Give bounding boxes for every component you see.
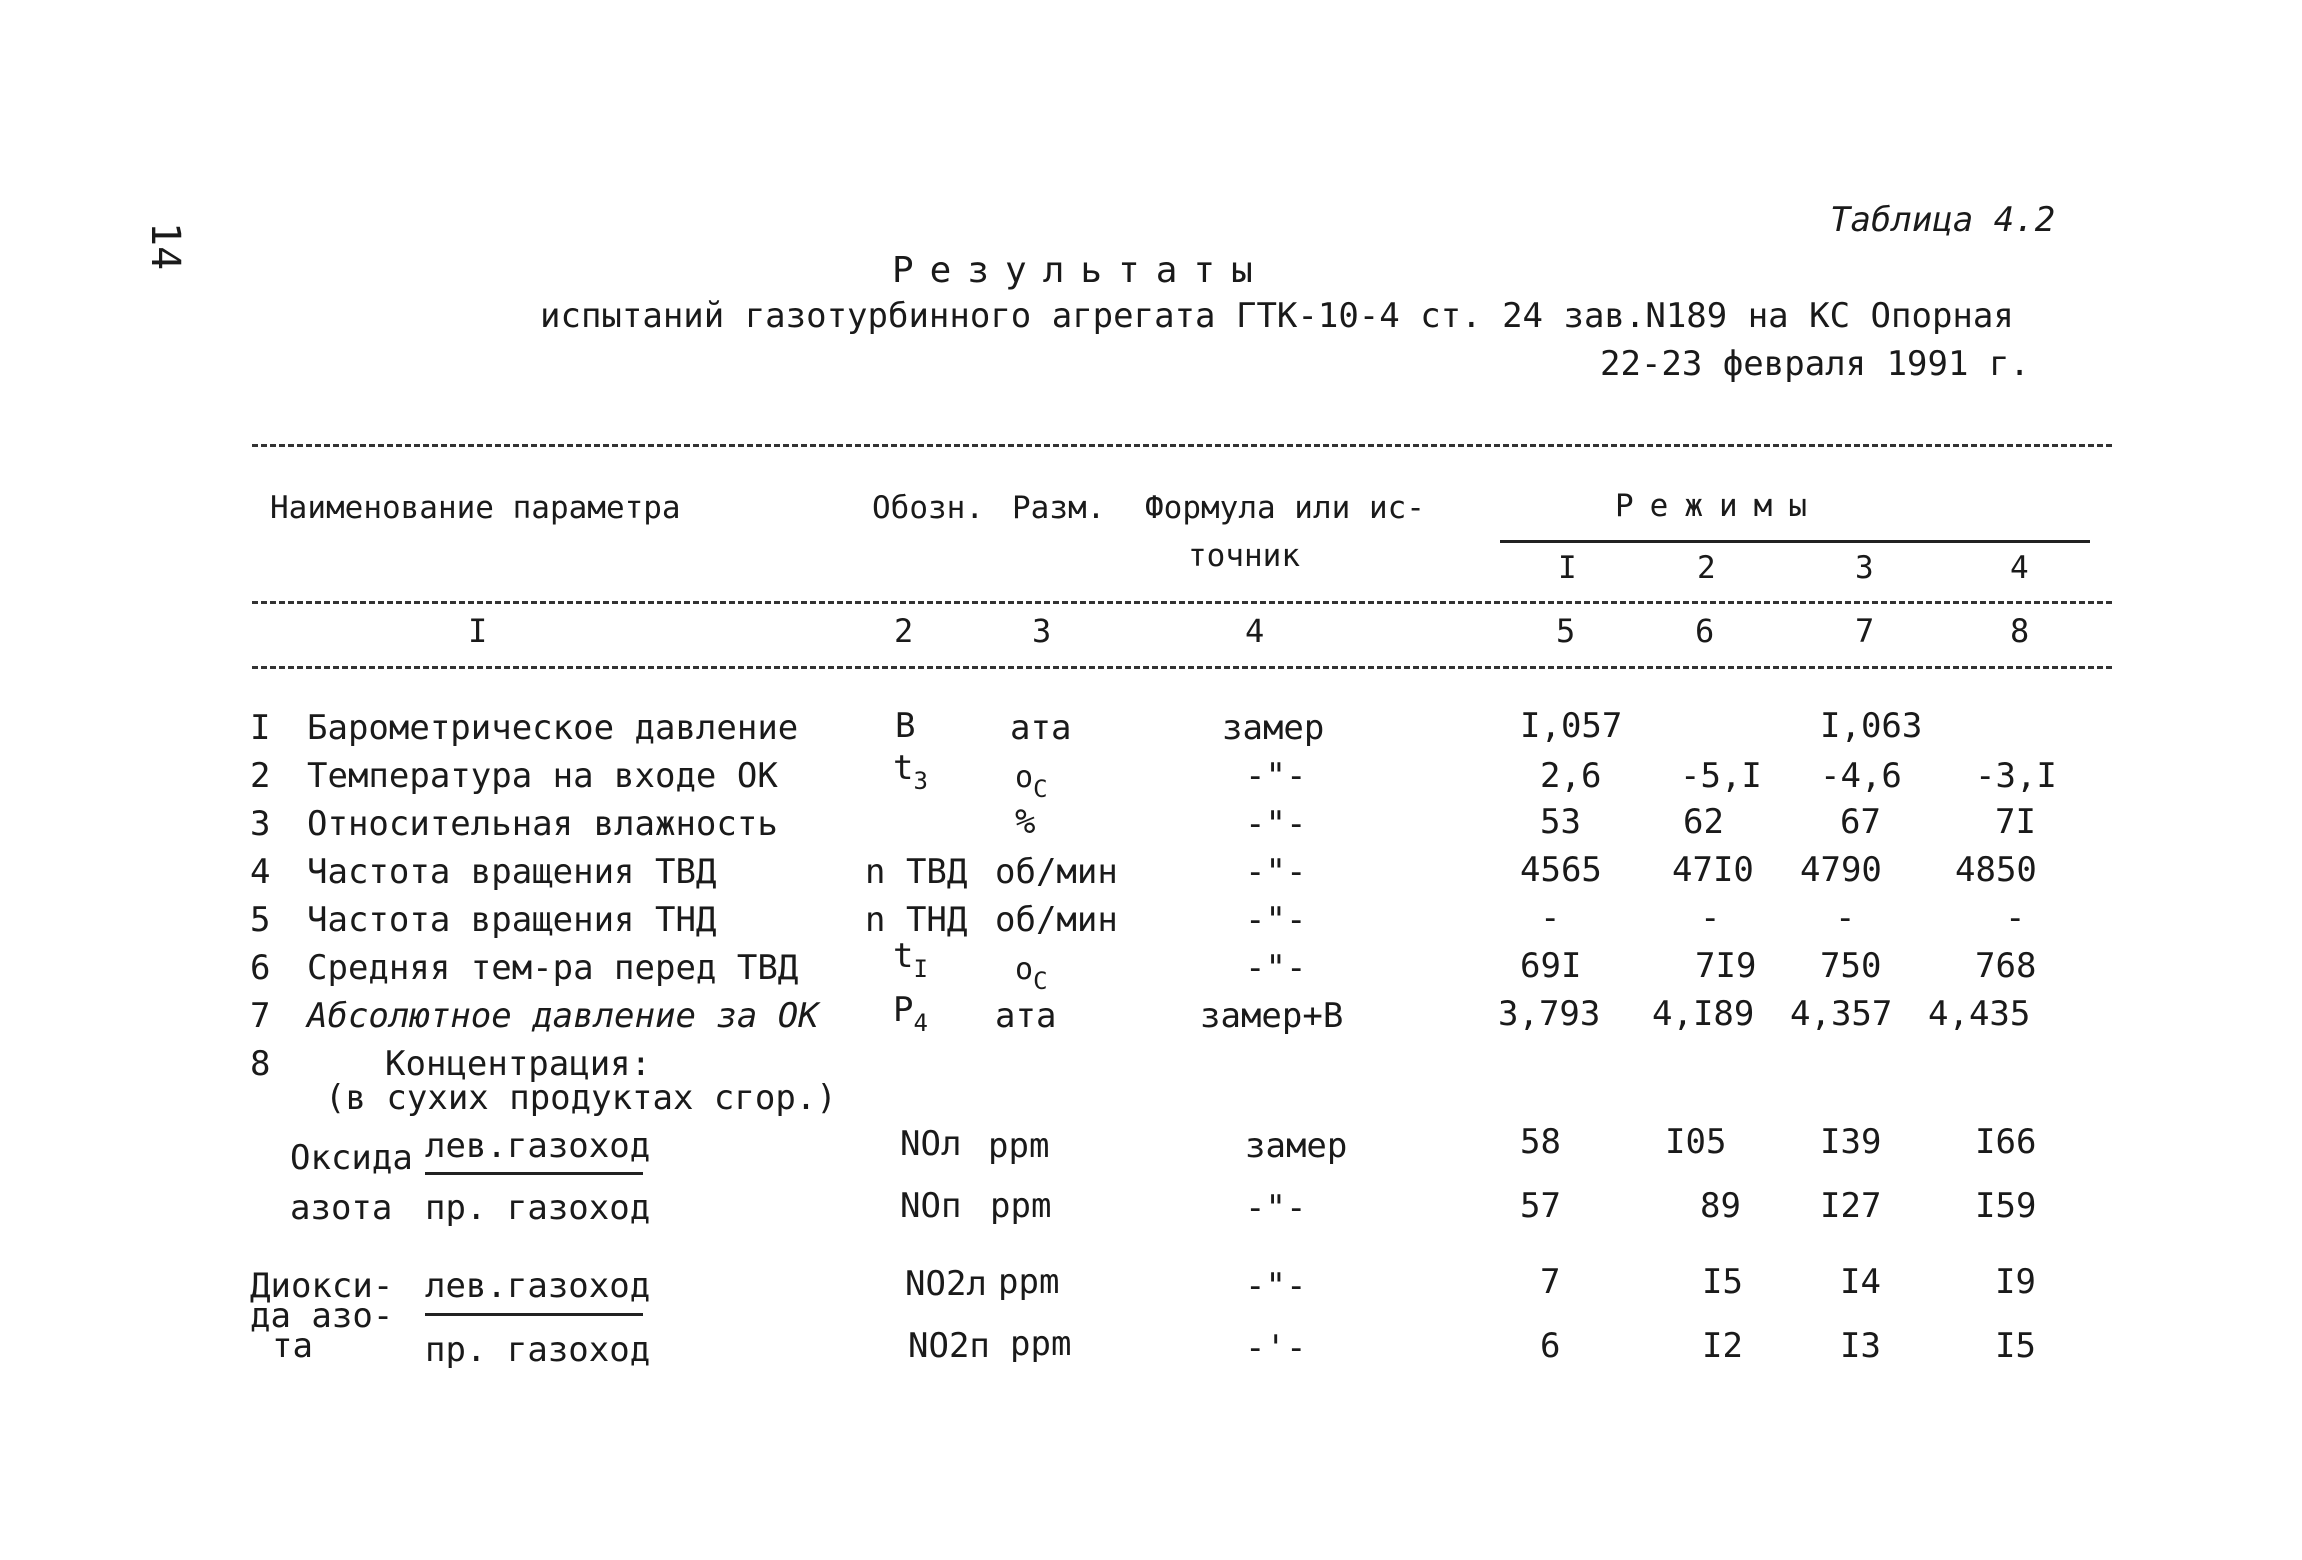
- numbering-rule: [252, 666, 2112, 669]
- parameter-unit: ата: [995, 996, 1057, 1036]
- gas-unit: ppm: [1010, 1324, 1072, 1364]
- parameter-symbol: n ТНД: [865, 900, 968, 940]
- parameter-name: Частота вращения ТНД: [307, 900, 717, 940]
- duct-label: пр. газоход: [425, 1188, 651, 1228]
- mode-label-2: 2: [1697, 550, 1716, 586]
- gas-unit: ppm: [988, 1126, 1050, 1166]
- row-number: 6: [250, 948, 271, 988]
- mode-value: 750: [1820, 946, 1882, 986]
- parameter-unit: об/мин: [995, 852, 1118, 892]
- mode-value: I66: [1975, 1122, 2037, 1162]
- table-top-rule: [252, 444, 2112, 447]
- mode-value: -: [2005, 898, 2026, 938]
- row-number: 2: [250, 756, 271, 796]
- mode-value: 7I9: [1695, 946, 1757, 986]
- parameter-unit: $o_C$: [1015, 760, 1048, 803]
- mode-label-3: 3: [1855, 550, 1874, 586]
- gas-group-label: Диокси-: [250, 1266, 394, 1306]
- mode-value: 3,793: [1498, 994, 1601, 1034]
- mode-value: -: [1835, 898, 1856, 938]
- mode-value: 69I: [1520, 946, 1582, 986]
- gas-symbol: NOп: [900, 1186, 962, 1226]
- mode-value: 4,I89: [1652, 994, 1755, 1034]
- mode-value: -: [1700, 898, 1721, 938]
- mode-value: I39: [1820, 1122, 1882, 1162]
- gas-group-label: та: [272, 1326, 313, 1366]
- header-modes: Режимы: [1615, 488, 1823, 524]
- parameter-symbol: $t_I$: [893, 936, 928, 983]
- parameter-source: -"-: [1245, 900, 1307, 940]
- mode-value: 4,357: [1790, 994, 1893, 1034]
- mode-value: 47I0: [1672, 850, 1754, 890]
- mode-value: I2: [1702, 1326, 1743, 1366]
- header-unit: Разм.: [1012, 490, 1106, 526]
- concentration-note: (в сухих продуктах сгор.): [325, 1078, 837, 1118]
- mode-value: -4,6: [1820, 756, 1902, 796]
- gas-source: -"-: [1245, 1188, 1307, 1228]
- mode-value: 2,6: [1540, 756, 1602, 796]
- parameter-name: Абсолютное давление за ОК: [307, 996, 819, 1036]
- duct-label: лев.газоход: [425, 1126, 651, 1166]
- mode-value: 67: [1840, 802, 1881, 842]
- gas-source: замер: [1245, 1126, 1348, 1166]
- parameter-symbol: B: [895, 706, 916, 746]
- mode-value: I5: [1702, 1262, 1743, 1302]
- parameter-unit: об/мин: [995, 900, 1118, 940]
- parameter-unit: %: [1015, 802, 1036, 842]
- mode-value: -: [1540, 898, 1561, 938]
- mode-value: I9: [1995, 1262, 2036, 1302]
- mode-value: 7I: [1995, 802, 2036, 842]
- gas-group-label: Оксида: [290, 1138, 413, 1178]
- column-number: 4: [1245, 612, 1265, 650]
- parameter-source: -"-: [1245, 852, 1307, 892]
- gas-symbol: NOл: [900, 1124, 962, 1164]
- parameter-name: Средняя тем-ра перед ТВД: [307, 948, 799, 988]
- column-number: 5: [1556, 612, 1576, 650]
- mode-label-4: 4: [2010, 550, 2029, 586]
- document-subtitle: испытаний газотурбинного агрегата ГТК-10-4 ст. 24 зав.N189 на КС Опорная: [540, 296, 2014, 336]
- row-number: 5: [250, 900, 271, 940]
- concentration-label: Концентрация:: [385, 1044, 652, 1084]
- mode-value: 4,435: [1928, 994, 2031, 1034]
- parameter-symbol: $t_3$: [893, 748, 928, 795]
- parameter-name: Температура на входе ОК: [307, 756, 778, 796]
- mode-value: I,057: [1520, 706, 1623, 746]
- mode-value: I59: [1975, 1186, 2037, 1226]
- column-number: I: [468, 612, 488, 650]
- mode-value: 57: [1520, 1186, 1561, 1226]
- mode-value: -5,I: [1680, 756, 1762, 796]
- column-number: 2: [894, 612, 914, 650]
- parameter-source: замер+B: [1200, 996, 1344, 1036]
- gas-unit: ppm: [990, 1186, 1052, 1226]
- parameter-name: Относительная влажность: [307, 804, 778, 844]
- row-number: 3: [250, 804, 271, 844]
- header-symbol: Обозн.: [872, 490, 984, 526]
- mode-value: I4: [1840, 1262, 1881, 1302]
- row-number: 4: [250, 852, 271, 892]
- parameter-source: замер: [1222, 708, 1325, 748]
- mode-value: I,063: [1820, 706, 1923, 746]
- gas-symbol: NO2л: [905, 1264, 987, 1304]
- duct-divider: [425, 1172, 643, 1175]
- header-formula-line2: точник: [1188, 538, 1300, 574]
- parameter-unit: ата: [1010, 708, 1072, 748]
- duct-divider: [425, 1313, 643, 1316]
- gas-unit: ppm: [998, 1262, 1060, 1302]
- mode-value: 58: [1520, 1122, 1561, 1162]
- row-number: 8: [250, 1044, 271, 1084]
- modes-underline: [1500, 540, 2090, 543]
- mode-value: I3: [1840, 1326, 1881, 1366]
- parameter-source: -"-: [1245, 804, 1307, 844]
- gas-group-label: азота: [290, 1188, 393, 1228]
- mode-value: -3,I: [1975, 756, 2057, 796]
- mode-value: 7: [1540, 1262, 1561, 1302]
- duct-label: пр. газоход: [425, 1330, 651, 1370]
- parameter-symbol: n ТВД: [865, 852, 968, 892]
- gas-source: -"-: [1245, 1266, 1307, 1306]
- mode-value: 768: [1975, 946, 2037, 986]
- gas-symbol: NO2п: [908, 1326, 990, 1366]
- page-number: 14: [142, 222, 188, 271]
- column-number: 6: [1695, 612, 1715, 650]
- mode-value: I05: [1665, 1122, 1727, 1162]
- parameter-source: -"-: [1245, 756, 1307, 796]
- mode-value: 4790: [1800, 850, 1882, 890]
- parameter-symbol: $P_4$: [893, 990, 928, 1037]
- mode-value: I27: [1820, 1186, 1882, 1226]
- duct-label: лев.газоход: [425, 1266, 651, 1306]
- mode-value: 4565: [1520, 850, 1602, 890]
- mode-label-1: I: [1558, 550, 1577, 586]
- header-rule: [252, 601, 2112, 604]
- gas-group-label: да азо-: [250, 1296, 394, 1336]
- header-name: Наименование параметра: [270, 490, 681, 526]
- parameter-name: Частота вращения ТВД: [307, 852, 717, 892]
- mode-value: I5: [1995, 1326, 2036, 1366]
- gas-source: -'-: [1245, 1328, 1307, 1368]
- mode-value: 89: [1700, 1186, 1741, 1226]
- row-number: 7: [250, 996, 271, 1036]
- parameter-source: -"-: [1245, 948, 1307, 988]
- column-number: 3: [1032, 612, 1052, 650]
- mode-value: 4850: [1955, 850, 2037, 890]
- column-number: 7: [1855, 612, 1875, 650]
- table-label: Таблица 4.2: [1830, 200, 2056, 240]
- header-formula-line1: Формула или ис-: [1145, 490, 1425, 526]
- mode-value: 62: [1683, 802, 1724, 842]
- parameter-name: Барометрическое давление: [307, 708, 799, 748]
- document-date: 22-23 февраля 1991 г.: [1600, 344, 2030, 384]
- mode-value: 6: [1540, 1326, 1561, 1366]
- parameter-unit: $o_C$: [1015, 952, 1048, 995]
- mode-value: 53: [1540, 802, 1581, 842]
- row-number: I: [250, 708, 271, 748]
- document-title: Результаты: [892, 250, 1269, 291]
- column-number: 8: [2010, 612, 2030, 650]
